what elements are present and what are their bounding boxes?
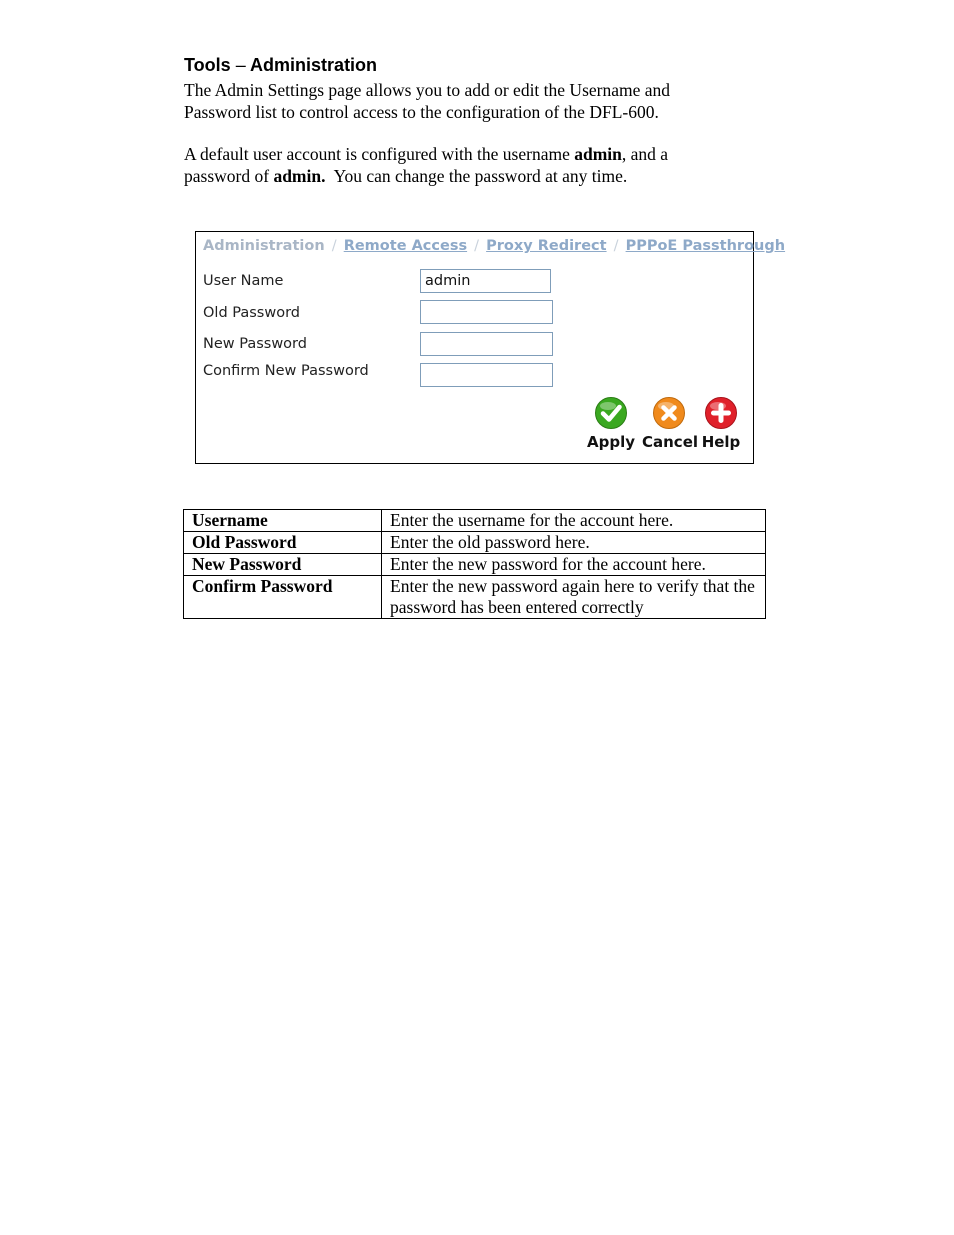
default-line-1 (184, 144, 744, 166)
heading-dash: – (235, 55, 246, 75)
help-button[interactable] (701, 396, 741, 451)
new-password-label: New Password (203, 336, 307, 352)
table-row (184, 576, 766, 619)
apply-label: Apply (587, 433, 636, 451)
table-value: Enter the username for the account here. (382, 510, 766, 532)
apply-button[interactable] (587, 396, 635, 451)
old-password-input[interactable] (420, 300, 553, 324)
table-key: New Password (184, 554, 382, 576)
default-account-paragraph (184, 144, 744, 187)
close-icon (652, 396, 686, 430)
confirm-new-password-input[interactable] (420, 363, 553, 387)
table-row (184, 554, 766, 576)
field-description-table (183, 509, 766, 619)
text-run: password of (184, 165, 274, 186)
cancel-label: Cancel (642, 433, 699, 451)
intro-paragraph (184, 80, 744, 123)
admin-settings-panel (195, 231, 786, 464)
tab-pppoe-passthrough[interactable]: PPPoE Passthrough (625, 238, 786, 254)
text-run: You can change the password at any time. (325, 165, 628, 186)
old-password-label: Old Password (203, 305, 300, 321)
text-run: A default user account is configured with the username (184, 144, 575, 164)
default-line-2 (184, 166, 744, 188)
tab-separator: / (331, 238, 337, 254)
bold-password: admin. (273, 165, 326, 186)
user-name-label: User Name (203, 273, 284, 289)
intro-line-2: Password list to control access to the configuration of the DFL-600. (184, 101, 659, 122)
table-key: Username (184, 510, 382, 532)
table-key: Old Password (184, 532, 382, 554)
table-row (184, 510, 766, 532)
table-value: Enter the old password here. (382, 532, 766, 554)
table-row (184, 532, 766, 554)
cancel-button[interactable] (642, 396, 699, 451)
section-heading (184, 54, 377, 76)
confirm-new-password-label: Confirm New Password (203, 363, 369, 379)
help-label: Help (701, 433, 741, 451)
new-password-input[interactable] (420, 332, 553, 356)
table-value: Enter the new password again here to verify that the password has been entered correctly (382, 576, 766, 619)
tab-separator: / (613, 238, 619, 254)
check-icon (594, 396, 628, 430)
table-value: Enter the new password for the account here. (382, 554, 766, 576)
tab-remote-access[interactable]: Remote Access (343, 238, 468, 254)
table-key: Confirm Password (184, 576, 382, 619)
plus-icon (704, 396, 738, 430)
tab-administration[interactable]: Administration (203, 238, 325, 254)
tab-separator: / (474, 238, 480, 254)
tab-bar (203, 238, 785, 254)
tab-proxy-redirect[interactable]: Proxy Redirect (486, 238, 607, 254)
bold-username: admin (574, 144, 622, 164)
heading-title: Tools (184, 55, 231, 75)
intro-line-1: The Admin Settings page allows you to add or edit the Username and (184, 80, 671, 100)
user-name-input[interactable] (420, 269, 551, 293)
text-run: , and a (621, 144, 669, 164)
heading-subtitle: Administration (250, 55, 378, 75)
